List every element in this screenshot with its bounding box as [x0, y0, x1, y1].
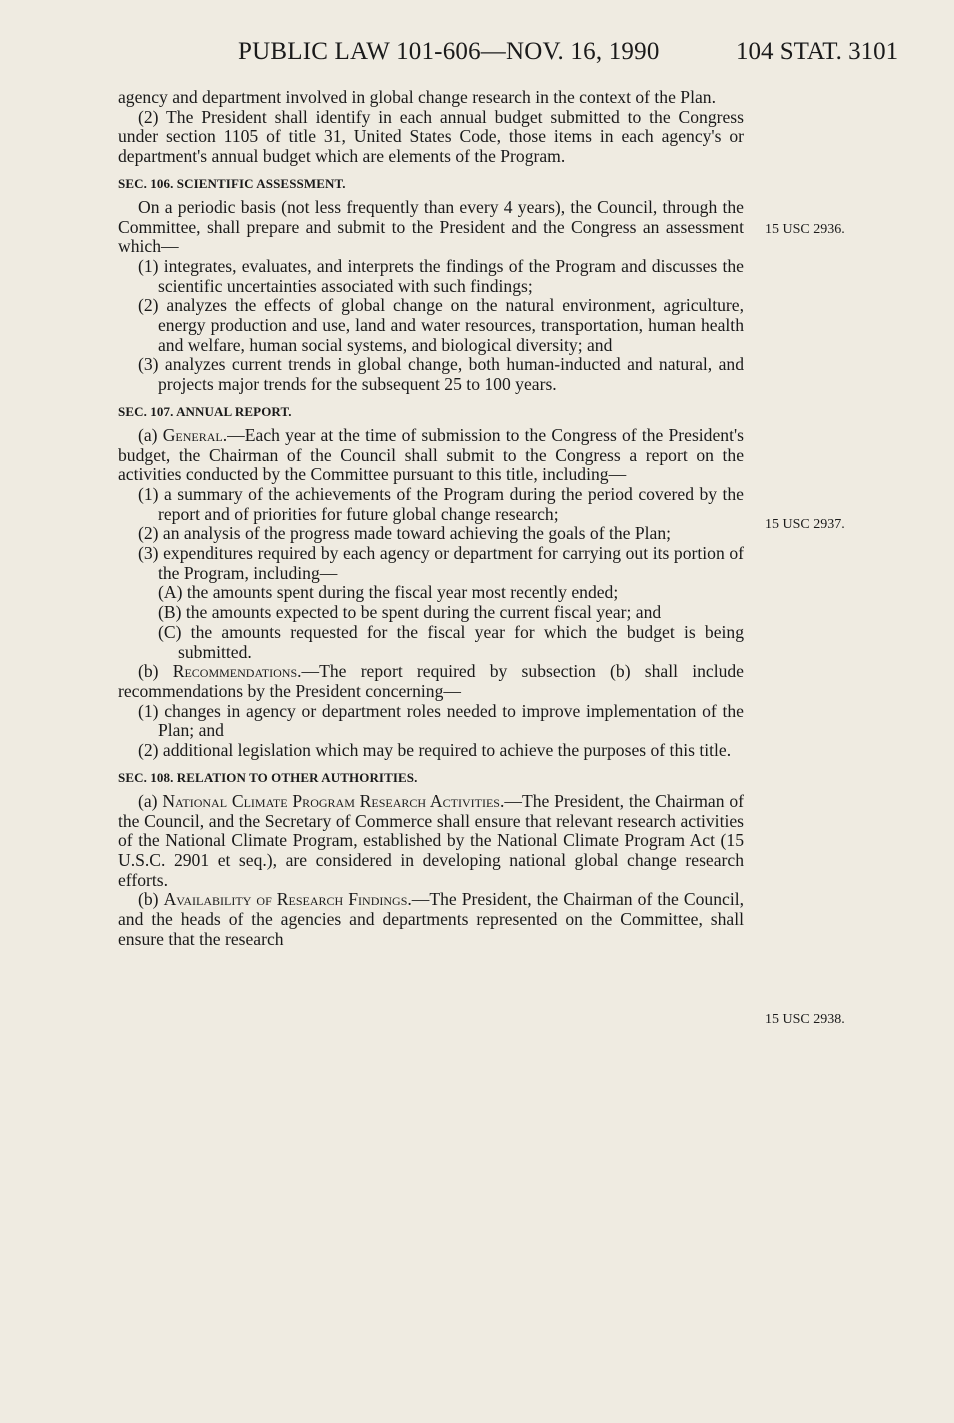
sec107-a3-subitem: (B) the amounts expected to be spent during the current fiscal year; and [158, 602, 662, 623]
subsection-text: .—Each year at the time of submission to the Congress of the President's budget, the Chairman of the Council shall submit to the Congress a report on the activities conducted by the Committee pursuant to this title, including— [118, 424, 744, 485]
page-bottom-margin [0, 1220, 954, 1423]
sec107-a3-subitem: (C) the amounts requested for the fiscal year for which the budget is being submitted. [158, 621, 744, 662]
continuation-paragraph: agency and department involved in global change research in the context of the Plan. [118, 87, 716, 107]
sec107-a-item: (2) an analysis of the progress made toward achieving the goals of the Plan; [138, 523, 672, 544]
subsection-caption: National Climate Program Research Activities [162, 790, 500, 811]
page-header [0, 38, 954, 72]
margin-note-sec106: 15 USC 2936. [765, 222, 845, 237]
subsection-label: (a) [138, 790, 163, 811]
subsection-text: .—The report required by subsection (b) shall include recommendations by the President concerning— [118, 661, 744, 701]
subsection-caption: Availability of Research Findings [163, 889, 408, 910]
sec107-subsection-a [118, 426, 744, 485]
sec107-a3-subitem: (A) the amounts spent during the fiscal year most recently ended; [158, 582, 619, 603]
margin-note-sec108: 15 USC 2938. [765, 1012, 845, 1027]
sec106-item: (1) integrates, evaluates, and interprets the findings of the Program and discusses the scientific uncertainties associated with such findings; [138, 255, 744, 296]
sec107-a-item: (1) a summary of the achievements of the Program during the period covered by the report and of priorities for future global change research; [138, 483, 744, 524]
sec107-b-item: (1) changes in agency or department roles needed to improve implementation of the Plan; and [138, 700, 744, 741]
sec108-subsection-b [118, 890, 744, 949]
sec107-b-item: (2) additional legislation which may be required to achieve the purposes of this title. [138, 740, 732, 761]
body-text [118, 88, 744, 949]
subsection-text: .—The President, the Chairman of the Council, and the heads of the agencies and departments represented on the Committee, shall ensure that the research [118, 889, 744, 949]
subsection-label: (b) [138, 889, 164, 910]
running-head: PUBLIC LAW 101-606—NOV. 16, 1990 [238, 38, 660, 65]
sec108-subsection-a [118, 792, 744, 891]
section-heading-108: SEC. 108. RELATION TO OTHER AUTHORITIES. [118, 769, 418, 785]
sec106-intro: On a periodic basis (not less frequently than every 4 years), the Council, through the Committee, shall prepare and submit to the President and the Congress an assessment which— [118, 196, 744, 257]
stat-page-reference: 104 STAT. 3101 [736, 38, 899, 65]
subsection-label: (a) [138, 424, 163, 445]
subsection-caption: Recommendations [172, 661, 298, 682]
subsection-label: (b) [138, 661, 173, 682]
sec106-item: (2) analyzes the effects of global change on the natural environment, agriculture, energy production and use, land and water resources, transportation, human health and welfare, human social systems, and biological diversity; and [138, 295, 744, 355]
sec107-subsection-b [118, 662, 744, 701]
sec106-item: (3) analyzes current trends in global change, both human-inducted and natural, and projects major trends for the subsequent 25 to 100 years. [138, 354, 744, 395]
section-heading-107: SEC. 107. ANNUAL REPORT. [118, 403, 292, 419]
sec107-a-item: (3) expenditures required by each agency or department for carrying out its portion of the Program, including— [138, 543, 744, 583]
margin-note-sec107: 15 USC 2937. [765, 517, 845, 532]
continuation-paragraph-2: (2) The President shall identify in each annual budget submitted to the Congress under section 1105 of title 31, United States Code, those items in each agency's or department's annual budget which are elements of the Program. [118, 106, 744, 167]
subsection-caption: General [162, 424, 223, 445]
subsection-text: .—The President, the Chairman of the Council, and the Secretary of Commerce shall ensure that relevant research activities of the National Climate Program, established by the National Climate Program Act (15 U.S.C. 2901 et seq.), are considered in developing national global change research efforts. [118, 790, 744, 890]
section-heading-106: SEC. 106. SCIENTIFIC ASSESSMENT. [118, 175, 346, 191]
